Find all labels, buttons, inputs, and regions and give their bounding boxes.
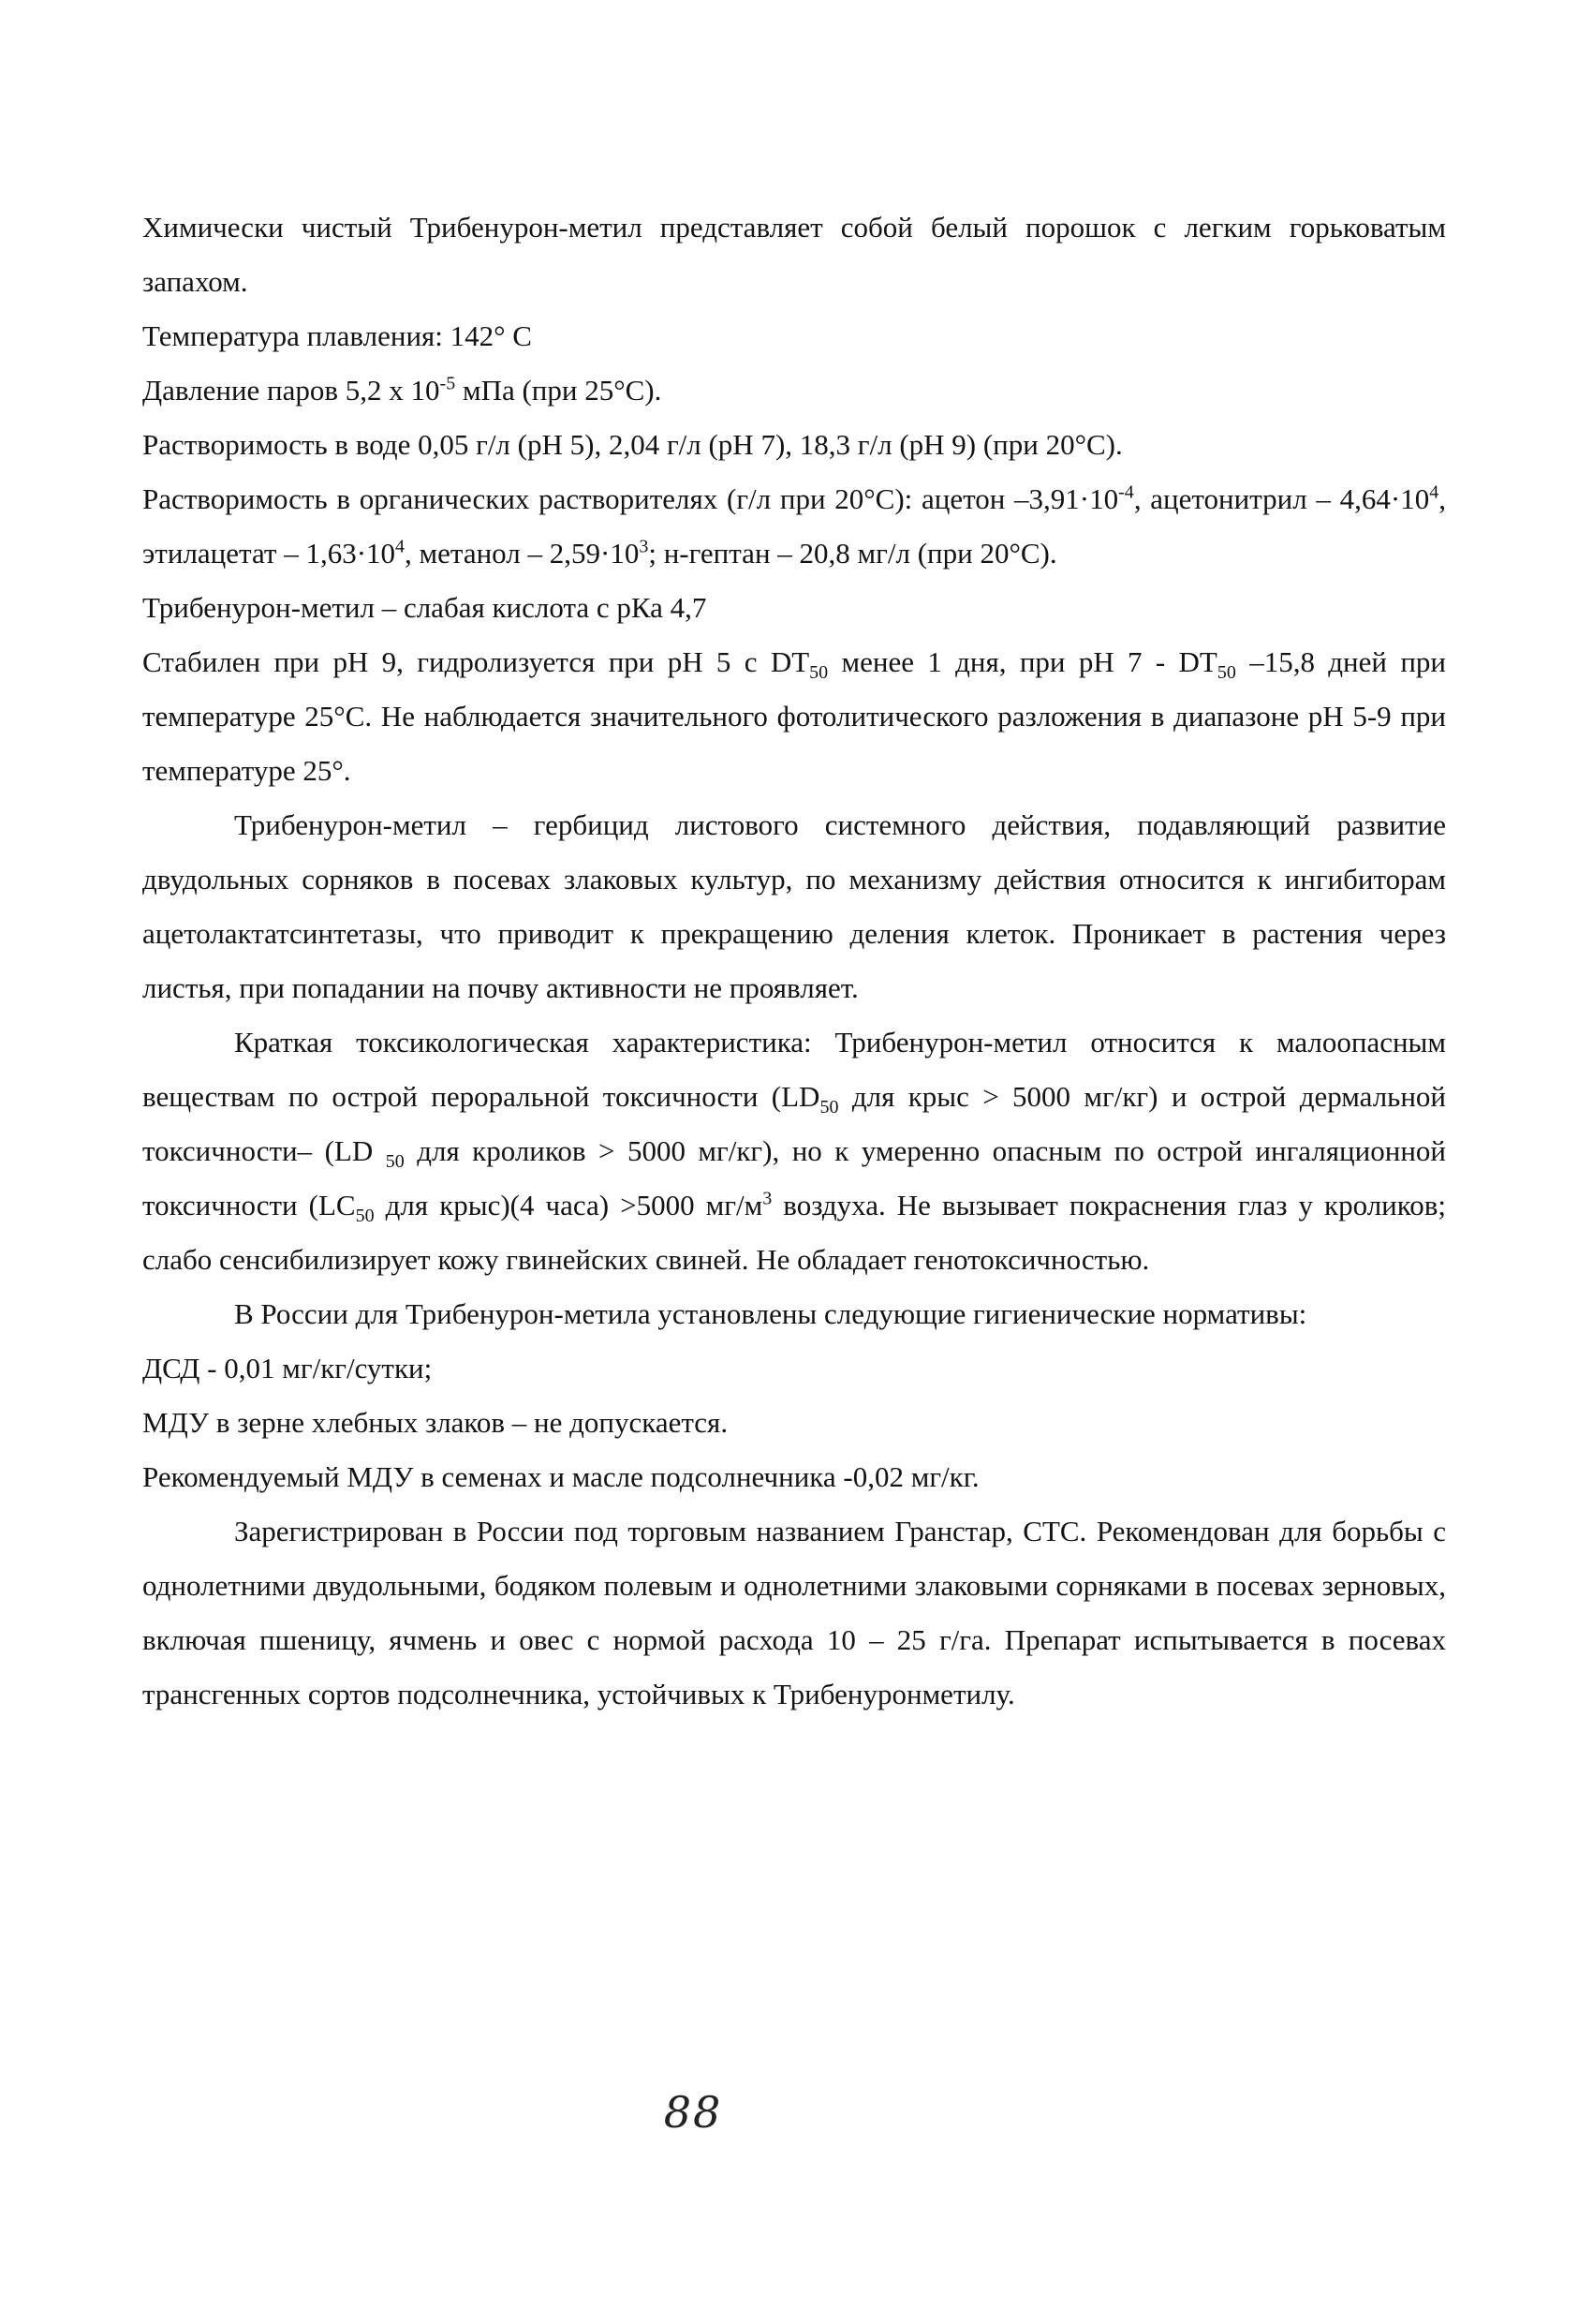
herbicide-action-text: Трибенурон-метил – гербицид листового системного действия, подавляющий развитие двудольных сорняков в посевах злаковых культур, по механизму действия относится к ингибиторам ацетолактатсинтетазы, что приводит к прекращению деления клеток. Проникает в растения через листья, при попадании на почву активности не проявляет. — [142, 808, 1446, 1004]
stability-dt50-sub-2: 50 — [1217, 662, 1236, 684]
paragraph-stability — [142, 635, 1446, 798]
paragraph-description-text: Химически чистый Трибенурон-метил представляет собой белый порошок с легким горьковатым запахом. — [142, 211, 1446, 298]
organic-solubility-exp-4: 3 — [639, 536, 649, 557]
paragraph-mdu-sunflower — [142, 1450, 1446, 1504]
organic-solubility-text-e: ; н-гептан – 20,8 мг/л (при 20°С). — [648, 537, 1057, 570]
paragraph-toxicology — [142, 1015, 1446, 1287]
toxicology-lc50-sub: 50 — [355, 1206, 375, 1227]
paragraph-mdu-grain — [142, 1396, 1446, 1450]
stability-text-b: менее 1 дня, при рН 7 - DT — [828, 645, 1217, 678]
organic-solubility-text-b: , ацетонитрил – 4,64·10 — [1133, 482, 1430, 515]
paragraph-hygiene-intro — [142, 1287, 1446, 1341]
page-number: 88 — [663, 2087, 723, 2138]
hygiene-intro-text: В России для Трибенурон-метила установлены следующие гигиенические нормативы: — [234, 1297, 1307, 1330]
registration-text: Зарегистрирован в России под торговым названием Гранстар, СТС. Рекомендован для борьбы с однолетними двудольными, бодяком полевым и однолетними злаковыми сорняками в посевах зерновых, включая пшеницу, ячмень и овес с нормой расхода 10 – 25 г/га. Препарат испытывается в посевах трансгенных сортов подсолнечника, устойчивых к Трибенуронметилу. — [142, 1515, 1446, 1710]
toxicology-ld50-sub-2: 50 — [385, 1151, 405, 1173]
paragraph-description — [142, 200, 1446, 309]
paragraph-organic-solubility — [142, 472, 1446, 581]
stability-text-a: Стабилен при рН 9, гидролизуется при рН 5 с DT — [142, 645, 810, 678]
vapor-pressure-exponent: -5 — [439, 373, 456, 394]
paragraph-dsd — [142, 1341, 1446, 1396]
mdu-grain-text: МДУ в зерне хлебных злаков – не допускается. — [142, 1406, 729, 1439]
document-body — [142, 200, 1446, 1722]
toxicology-m3-sup: 3 — [762, 1188, 773, 1209]
melting-point-text: Температура плавления: 142° С — [142, 319, 532, 352]
vapor-pressure-text-b: мПа (при 25°С). — [455, 374, 662, 407]
paragraph-acidity — [142, 581, 1446, 635]
organic-solubility-text-c: , этилацетат – 1,63·10 — [142, 482, 1446, 570]
toxicology-text-e: воздуха. Не вызывает покраснения глаз у кроликов; слабо сенсибилизирует кожу гвинейских свиней. Не обладает генотоксичностью. — [142, 1189, 1446, 1276]
organic-solubility-text-d: , метанол – 2,59·10 — [405, 537, 640, 570]
water-solubility-text: Растворимость в воде 0,05 г/л (рН 5), 2,04 г/л (рН 7), 18,3 г/л (рН 9) (при 20°С). — [142, 428, 1123, 461]
acidity-text: Трибенурон-метил – слабая кислота с рКа 4,7 — [142, 591, 707, 624]
organic-solubility-exp-3: 4 — [395, 536, 406, 557]
organic-solubility-exp-2: 4 — [1429, 481, 1439, 503]
paragraph-registration — [142, 1504, 1446, 1722]
paragraph-vapor-pressure — [142, 363, 1446, 418]
dsd-text: ДСД - 0,01 мг/кг/сутки; — [142, 1352, 433, 1384]
toxicology-text-d: для крыс)(4 часа) >5000 мг/м — [374, 1189, 763, 1221]
organic-solubility-text-a: Растворимость в органических растворителях (г/л при 20°С): ацетон –3,91·10 — [142, 482, 1119, 515]
stability-dt50-sub-1: 50 — [809, 662, 829, 684]
paragraph-melting-point — [142, 309, 1446, 363]
paragraph-water-solubility — [142, 418, 1446, 472]
paragraph-herbicide-action — [142, 798, 1446, 1015]
toxicology-text-b: для крыс > 5000 мг/кг) и острой дермальной токсичности– (LD — [142, 1080, 1446, 1167]
organic-solubility-exp-1: -4 — [1118, 481, 1134, 503]
vapor-pressure-text-a: Давление паров 5,2 х 10 — [142, 374, 440, 407]
mdu-sunflower-text: Рекомендуемый МДУ в семенах и масле подсолнечника -0,02 мг/кг. — [142, 1460, 980, 1493]
toxicology-text-c: для кроликов > 5000 мг/кг), но к умеренно опасным по острой ингаляционной токсичности (LC — [142, 1134, 1446, 1221]
toxicology-text-a: Краткая токсикологическая характеристика: Трибенурон-метил относится к малоопасным веществам по острой пероральной токсичности (LD — [142, 1026, 1446, 1113]
toxicology-ld50-sub-1: 50 — [819, 1097, 839, 1118]
stability-text-c: –15,8 дней при температуре 25°С. Не наблюдается значительного фотолитического разложения в диапазоне рН 5-9 при температуре 25°. — [142, 645, 1446, 787]
